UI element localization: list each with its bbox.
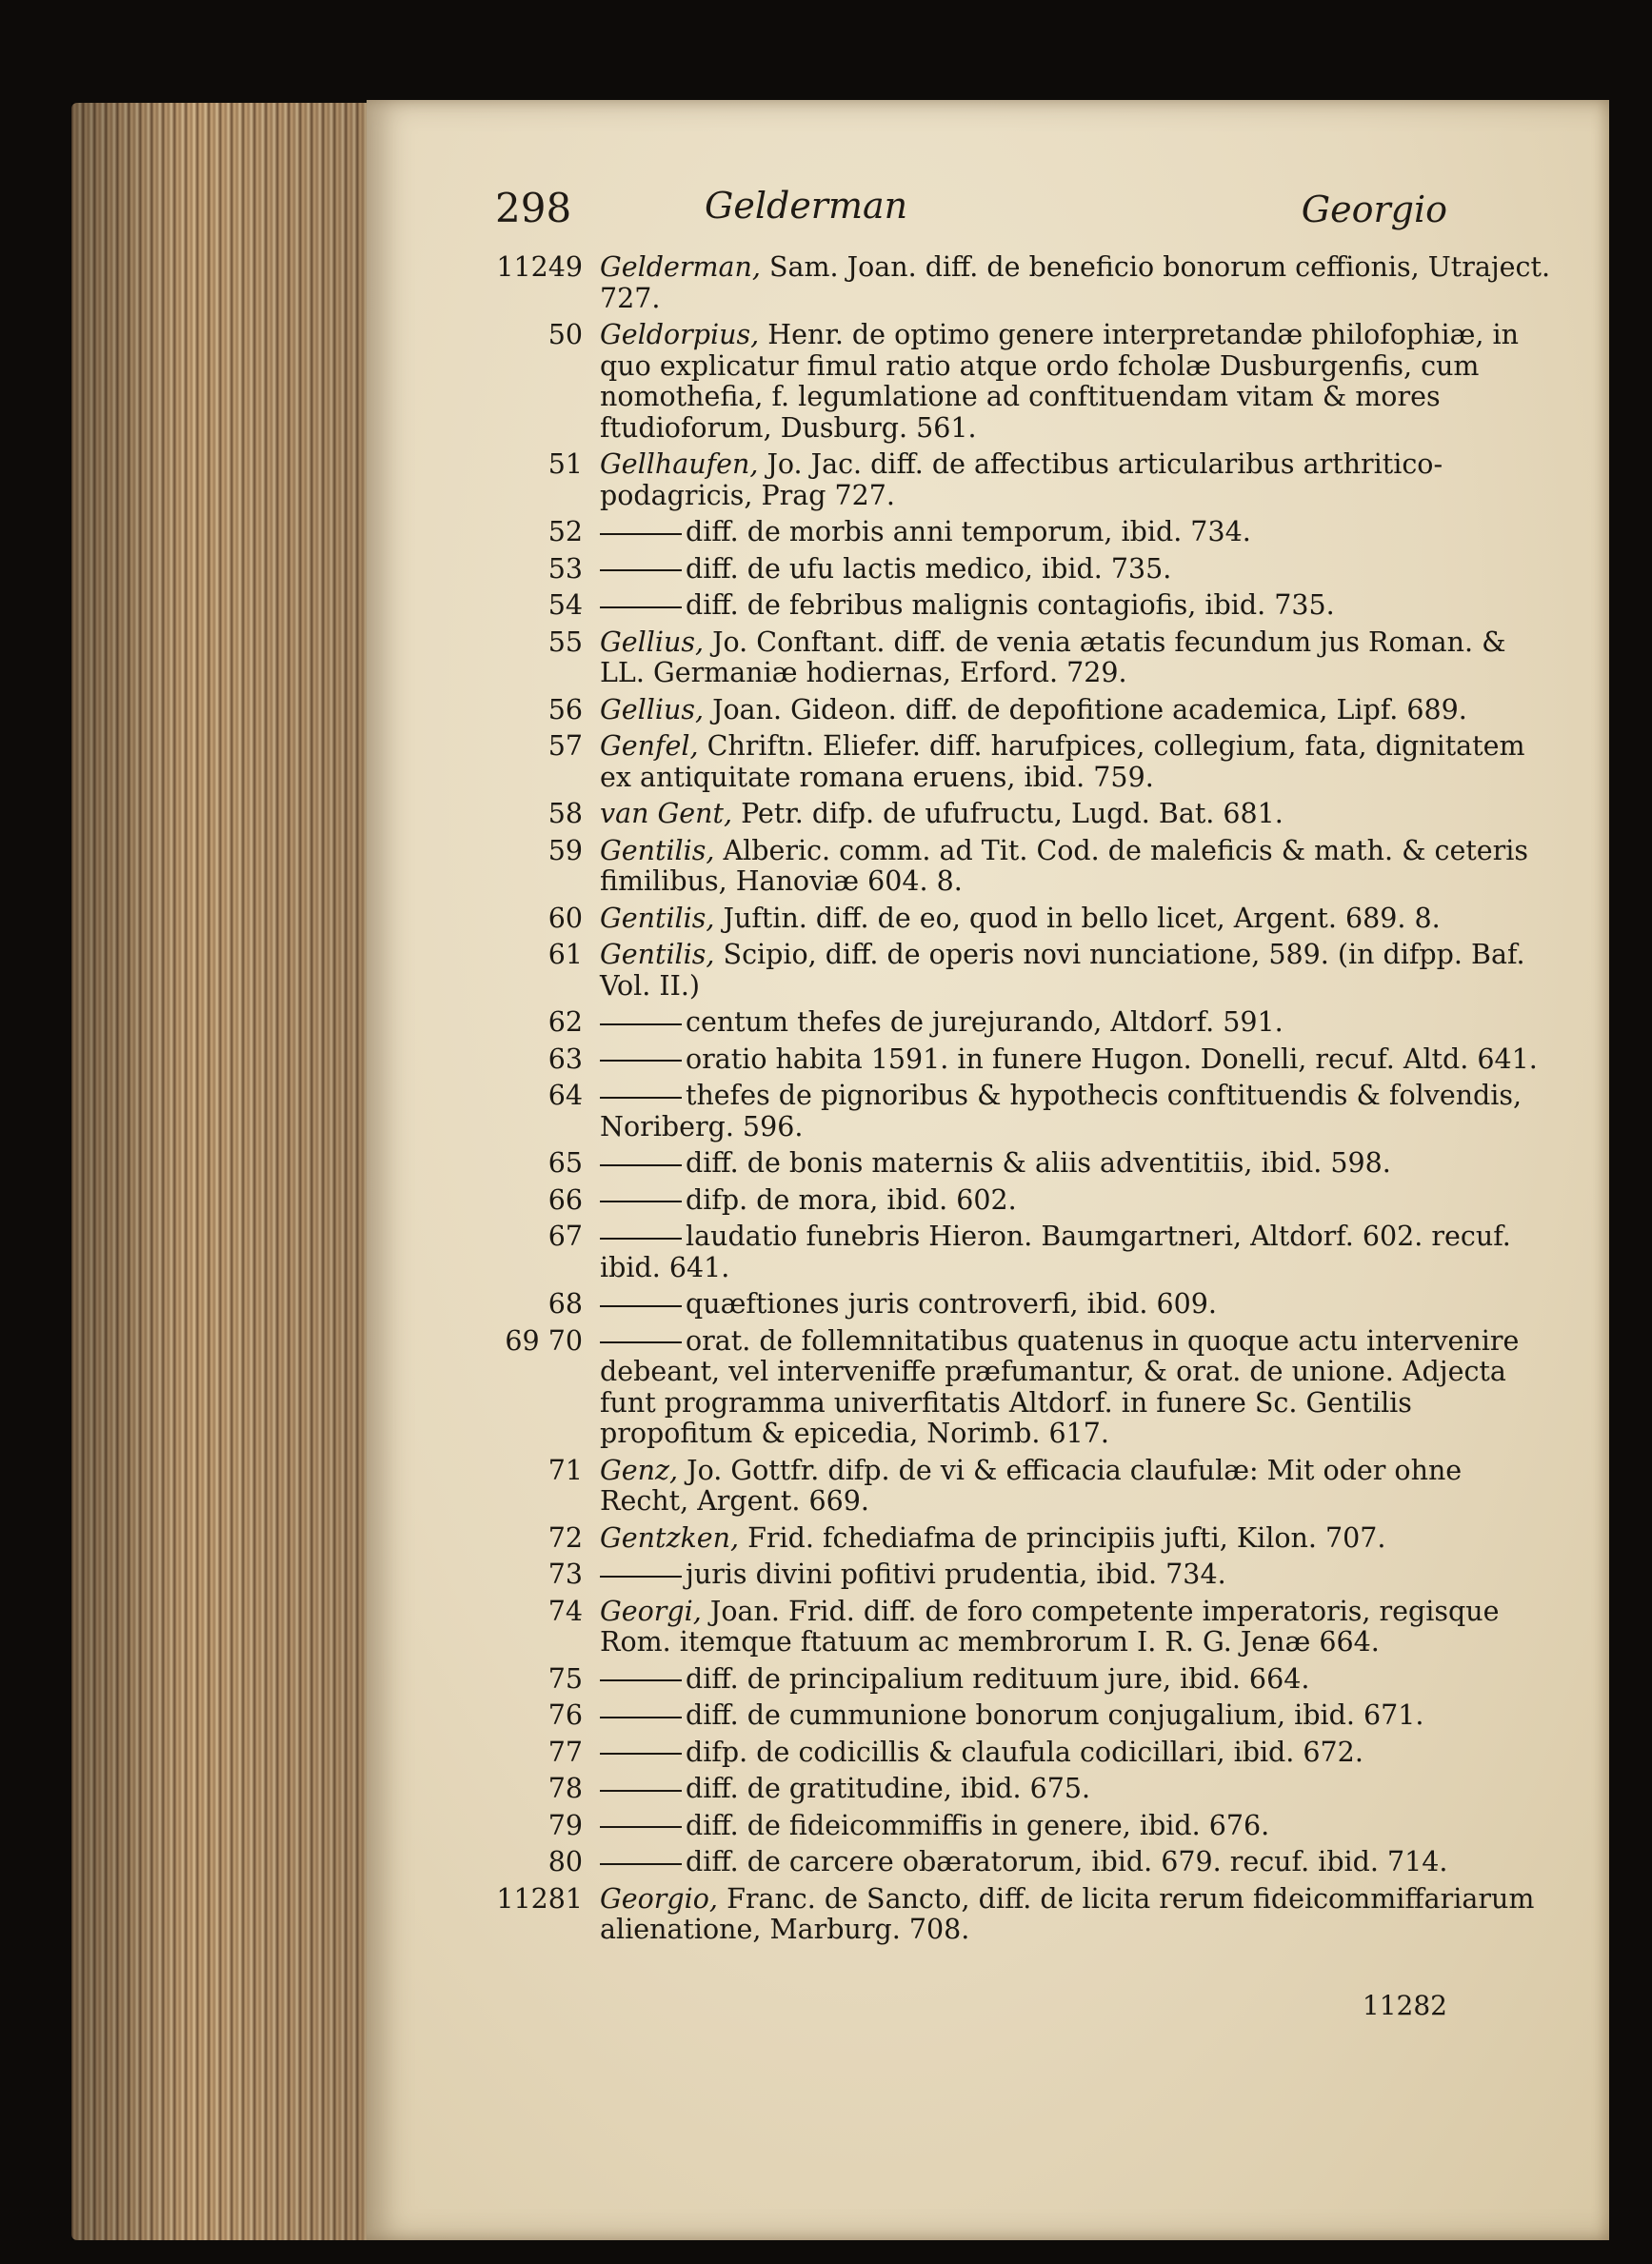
entry-text: thefes de pignoribus & hypothecis conftituendis & folvendis, Noriberg. 596. (600, 1080, 1523, 1142)
entry-number: 62 (547, 1006, 583, 1038)
entry-number: 71 (547, 1454, 583, 1486)
entry-text: Franc. de Sancto, diff. de licita rerum fideicommiffariarum alienatione, Marburg. 708. (600, 1882, 1535, 1945)
ditto-dash (600, 1341, 682, 1343)
bibliography-entry (495, 449, 1552, 511)
ditto-dash (600, 1060, 682, 1062)
entry-text: oratio habita 1591. in funere Hugon. Donelli, recuf. Altd. 641. (686, 1043, 1538, 1075)
entry-number: 78 (547, 1773, 583, 1804)
entry-text: Juftin. diff. de eo, quod in bello licet, Argent. 689. 8. (723, 902, 1441, 934)
entry-author: Gellhaufen, (600, 448, 759, 480)
entry-number: 53 (547, 552, 583, 585)
entry-number: 76 (547, 1699, 583, 1731)
entry-text: Joan. Frid. diff. de foro competente imperatoris, regisque Rom. itemque ftatuum ac membrorum I. R. G. Jenæ 664. (600, 1595, 1500, 1658)
bibliography-entry (495, 320, 1552, 444)
entry-text: diff. de principalium redituum jure, ibid. 664. (686, 1662, 1310, 1695)
bibliography-entry (495, 1597, 1552, 1658)
ditto-dash (600, 1305, 682, 1307)
entry-author: Gellius, (600, 693, 705, 725)
entry-author: van Gent, (600, 798, 733, 829)
bibliography-entry (495, 1289, 1552, 1321)
ditto-dash (600, 1097, 682, 1099)
entry-number: 66 (547, 1183, 583, 1216)
entry-text: Alberic. comm. ad Tit. Cod. de maleficis & math. & ceteris fimilibus, Hanoviæ 604. 8. (600, 834, 1529, 897)
entry-text: Jo. Gottfr. difp. de vi & efficacia claufulæ: Mit oder ohne Recht, Argent. 669. (600, 1454, 1463, 1517)
bibliography-entry (495, 836, 1552, 898)
bibliography-entry (495, 1811, 1552, 1842)
entry-number: 79 (547, 1809, 583, 1841)
bibliography-entry (495, 1664, 1552, 1696)
entry-author: Geldorpius, (600, 319, 760, 350)
entry-text: diff. de fideicommiffis in genere, ibid. 676. (686, 1809, 1270, 1841)
bibliography-entry (495, 1081, 1552, 1142)
running-head-right: Georgio (1301, 189, 1447, 230)
entry-text: Jo. Jac. diff. de affectibus articularibus arthritico-podagricis, Prag 727. (600, 448, 1443, 511)
bibliography-entry (495, 1221, 1552, 1283)
entry-number: 68 (547, 1288, 583, 1320)
ditto-dash (600, 533, 682, 535)
entry-number: 11249 (496, 251, 583, 283)
entry-number: 69 70 (505, 1324, 583, 1357)
entry-number: 52 (547, 516, 583, 547)
entry-text: Jo. Conftant. diff. de venia ætatis fecundum jus Roman. & LL. Germaniæ hodiernas, Erford. 729. (600, 626, 1506, 688)
entry-author: Gentilis, (600, 902, 715, 934)
entry-number: 72 (547, 1521, 583, 1554)
bibliography-entry (495, 1884, 1552, 1946)
entry-author: Gellius, (600, 626, 705, 658)
bibliography-entry (495, 252, 1552, 314)
ditto-dash (600, 1790, 682, 1792)
bibliography-entry (495, 1185, 1552, 1217)
entry-author: Gelderman, (600, 251, 761, 283)
entry-number: 67 (547, 1221, 583, 1252)
entry-number: 61 (547, 939, 583, 970)
entry-text: diff. de cummunione bonorum conjugalium, ibid. 671. (686, 1699, 1424, 1731)
entry-number: 54 (547, 589, 583, 621)
entry-number: 77 (547, 1736, 583, 1768)
ditto-dash (600, 1164, 682, 1166)
bibliography-entry (495, 731, 1552, 793)
entry-text: juris divini pofitivi prudentia, ibid. 734. (686, 1559, 1226, 1590)
ditto-dash (600, 569, 682, 571)
entry-author: Genz, (600, 1454, 679, 1486)
entry-text: diff. de ufu lactis medico, ibid. 735. (686, 552, 1172, 585)
entry-author: Gentzken, (600, 1521, 740, 1554)
bibliography-entry (495, 1326, 1552, 1450)
entry-text: diff. de carcere obæratorum, ibid. 679. recuf. ibid. 714. (686, 1846, 1448, 1877)
ditto-dash (600, 1023, 682, 1025)
entry-number: 75 (547, 1662, 583, 1695)
ditto-dash (600, 1201, 682, 1202)
ditto-dash (600, 1679, 682, 1681)
entry-number: 57 (547, 730, 583, 762)
ditto-dash (600, 1753, 682, 1755)
bibliography-entry (495, 904, 1552, 935)
entry-text: Chriftn. Eliefer. diff. harufpices, collegium, fata, dignitatem ex antiquitate romana eruens, ibid. 759. (600, 730, 1525, 793)
entry-number: 56 (547, 693, 583, 725)
ditto-dash (600, 1576, 682, 1578)
entry-number: 63 (547, 1043, 583, 1075)
entry-text: difp. de mora, ibid. 602. (686, 1183, 1017, 1216)
entry-text: diff. de bonis maternis & aliis adventitiis, ibid. 598. (686, 1147, 1391, 1179)
entry-number: 59 (547, 834, 583, 866)
bibliography-entry (495, 1700, 1552, 1732)
entry-text: Frid. fchediafma de principiis jufti, Kilon. 707. (747, 1521, 1386, 1554)
bibliography-entry (495, 517, 1552, 548)
entry-number: 64 (547, 1080, 583, 1111)
entry-number: 73 (547, 1559, 583, 1590)
entry-author: Georgi, (600, 1595, 702, 1627)
entry-number: 60 (547, 902, 583, 934)
bibliography-entry (495, 1148, 1552, 1180)
bibliography-entry (495, 1738, 1552, 1769)
running-head-left: Gelderman (705, 185, 908, 227)
entry-text: diff. de gratitudine, ibid. 675. (686, 1773, 1091, 1804)
page-number: 298 (495, 185, 572, 231)
catchword: 11282 (1362, 1990, 1447, 2021)
bibliography-entry (495, 627, 1552, 689)
bibliography-entry (495, 940, 1552, 1002)
entry-text: centum thefes de jurejurando, Altdorf. 591. (686, 1006, 1284, 1038)
bibliography-entry (495, 1456, 1552, 1518)
bibliography-entry (495, 799, 1552, 830)
entry-text: diff. de morbis anni temporum, ibid. 734. (686, 516, 1251, 547)
ditto-dash (600, 1826, 682, 1828)
bibliography-entry (495, 1523, 1552, 1555)
ditto-dash (600, 606, 682, 608)
entry-text: diff. de febribus malignis contagiofis, ibid. 735. (686, 589, 1335, 621)
bibliography-entry (495, 590, 1552, 622)
entry-number: 80 (547, 1846, 583, 1877)
entry-number: 51 (547, 448, 583, 480)
entry-author: Gentilis, (600, 834, 715, 866)
bibliography-entry (495, 1847, 1552, 1878)
entry-number: 58 (547, 798, 583, 829)
bibliography-entry (495, 1774, 1552, 1805)
bibliography-entry (495, 554, 1552, 586)
bibliography-entry (495, 1559, 1552, 1591)
entry-text: difp. de codicillis & claufula codicillari, ibid. 672. (686, 1736, 1363, 1768)
entry-number: 65 (547, 1147, 583, 1179)
entry-text: orat. de follemnitatibus quatenus in quoque actu intervenire debeant, vel interveniffe præfumantur, & orat. de unione. Adjecta funt programma univerfitatis Altdorf. in funere Sc. Gentilis propofitum & epicedia, Norimb. 617. (600, 1324, 1520, 1449)
entry-number: 50 (547, 319, 583, 350)
entry-author: Genfel, (600, 730, 699, 762)
entry-text: Scipio, diff. de operis novi nunciatione, 589. (in difpp. Baf. Vol. II.) (600, 939, 1525, 1002)
entry-text: laudatio funebris Hieron. Baumgartneri, Altdorf. 602. recuf. ibid. 641. (600, 1221, 1511, 1283)
entry-text: Henr. de optimo genere interpretandæ philofophiæ, in quo explicatur fimul ratio atque ordo fcholæ Dusburgenfis, cum nomothefia, f. legumlatione ad conftituendam vitam & mores ftudioforum, Dusburg. 561. (600, 319, 1520, 444)
ditto-dash (600, 1238, 682, 1240)
entry-author: Georgio, (600, 1882, 718, 1915)
ditto-dash (600, 1717, 682, 1718)
entry-number: 11281 (496, 1882, 583, 1915)
bibliography-entry (495, 1044, 1552, 1076)
entry-number: 74 (547, 1595, 583, 1627)
entry-text: Petr. difp. de ufufructu, Lugd. Bat. 681. (741, 798, 1284, 829)
entry-text: Joan. Gideon. diff. de depofitione academica, Lipf. 689. (712, 693, 1467, 725)
bibliography-entry (495, 695, 1552, 726)
entry-author: Gentilis, (600, 939, 715, 970)
page-header (495, 181, 1476, 238)
page-edge-shadow (71, 103, 376, 2240)
ditto-dash (600, 1863, 682, 1865)
bibliography-entry (495, 1007, 1552, 1039)
bibliography-entries (495, 252, 1552, 1952)
entry-text: Sam. Joan. diff. de beneficio bonorum ceffionis, Utraject. 727. (600, 251, 1551, 314)
entry-number: 55 (547, 626, 583, 658)
entry-text: quæftiones juris controverfi, ibid. 609. (686, 1288, 1217, 1320)
